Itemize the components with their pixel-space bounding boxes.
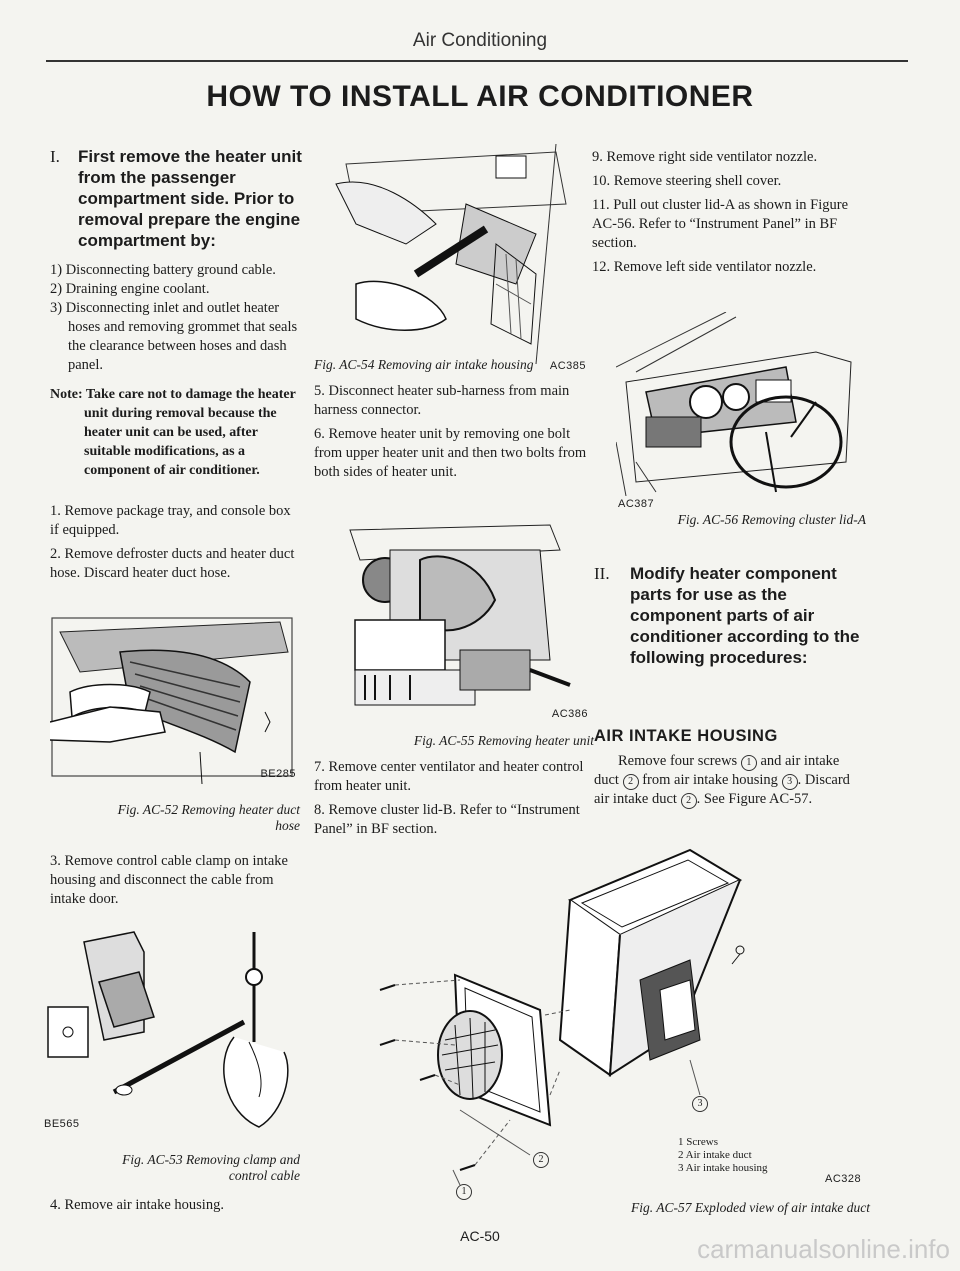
callout-1: 1 [456, 1184, 472, 1200]
figure-ac-52 [50, 612, 300, 784]
figure-ac-55-caption: Fig. AC-55 Removing heater unit [413, 733, 594, 748]
air-intake-housing-illustration [316, 144, 588, 364]
legend-item: 3 Air intake housing [678, 1162, 768, 1174]
figure-ac-54-caption: Fig. AC-54 Removing air intake housing [314, 357, 534, 372]
step-1: 1. Remove package tray, and console box if equipped. [50, 503, 291, 538]
running-header: Air Conditioning [412, 30, 548, 51]
figure-code: AC387 [618, 498, 655, 510]
figure-ac-56 [616, 312, 856, 514]
figure-code: BE565 [44, 1118, 80, 1130]
page-number: AC-50 [460, 1228, 500, 1244]
section-1-heading [50, 146, 302, 251]
legend-item: 1 Screws [678, 1136, 719, 1148]
callout-marker: 2 [681, 793, 697, 809]
figure-ac-55 [330, 520, 590, 724]
cluster-lid-illustration [616, 312, 856, 496]
caption-line: Fig. AC-53 Removing clamp and [122, 1152, 300, 1167]
step-6: 6. Remove heater unit by removing one bolt from upper heater unit and then two bolts from both sides of heater unit. [314, 426, 587, 480]
caption-line: Fig. AC-52 Removing heater duct [117, 802, 300, 817]
prep-item: 1) Disconnecting battery ground cable. [50, 262, 276, 278]
figure-ac-53-caption [90, 1152, 300, 1184]
callout-3: 3 [692, 1096, 708, 1112]
air-intake-text: and air intake duct [594, 753, 840, 788]
section-1-heading-text: First remove the heater unit from the passenger compartment side. Prior to removal prepare the engine compartment by: [78, 147, 302, 250]
figure-ac-54 [316, 144, 588, 376]
figure-ac-53 [44, 922, 312, 1132]
figure-ac-57-legend [678, 1136, 768, 1175]
middle-column-lower [314, 758, 588, 844]
section-2-block [594, 563, 870, 668]
section-2-heading-text: Modify heater component parts for use as the component parts of air conditioner according to the following procedures: [630, 564, 860, 667]
air-intake-text: . Discard air intake duct [594, 772, 850, 807]
right-column-upper [592, 148, 868, 282]
air-intake-text: Remove four screws [618, 753, 738, 769]
legend-item: 2 Air intake duct [678, 1149, 752, 1161]
step-2: 2. Remove defroster ducts and heater duct hose. Discard heater duct hose. [50, 546, 295, 581]
air-intake-text: . See Figure AC-57. [696, 791, 813, 807]
figure-code: AC328 [825, 1173, 862, 1185]
caption-line: hose [275, 818, 300, 833]
section-1-numeral: I. [50, 147, 60, 166]
figure-ac-57 [360, 840, 880, 1200]
figure-code: AC385 [549, 360, 586, 372]
callout-marker: 1 [741, 755, 757, 771]
step-7: 7. Remove center ventilator and heater control from heater unit. [314, 759, 584, 794]
caption-line: control cable [228, 1168, 300, 1183]
step-8: 8. Remove cluster lid-B. Refer to “Instrument Panel” in BF section. [314, 802, 580, 837]
figure-code: BE285 [260, 768, 296, 780]
step-5: 5. Disconnect heater sub-harness from main harness connector. [314, 383, 570, 418]
heater-duct-illustration [50, 612, 300, 784]
page-title: HOW TO INSTALL AIR CONDITIONER [206, 80, 754, 113]
figure-ac-56-caption: Fig. AC-56 Removing cluster lid-A [677, 512, 866, 527]
step-4: 4. Remove air intake housing. [50, 1197, 224, 1213]
air-intake-housing-heading: AIR INTAKE HOUSING [594, 727, 778, 745]
figure-ac-52-caption [90, 802, 300, 834]
step-12: 12. Remove left side ventilator nozzle. [592, 259, 817, 275]
callout-marker: 2 [623, 774, 639, 790]
section-2-numeral: II. [594, 564, 610, 583]
watermark: carmanualsonline.info [697, 1234, 950, 1264]
left-column [50, 146, 302, 588]
prep-item: 2) Draining engine coolant. [50, 281, 210, 297]
heater-unit-illustration [330, 520, 590, 710]
step-4-block [50, 1196, 302, 1220]
step-9: 9. Remove right side ventilator nozzle. [592, 149, 818, 165]
step-10: 10. Remove steering shell cover. [592, 173, 782, 189]
prep-list [50, 261, 302, 375]
callout-2: 2 [533, 1152, 549, 1168]
prep-item: 3) Disconnecting inlet and outlet heater hoses and removing grommet that seals the clearance between hoses and dash panel. [50, 300, 298, 373]
exploded-view-illustration [360, 840, 880, 1200]
left-column-lower [50, 852, 302, 914]
step-3: 3. Remove control cable clamp on intake housing and disconnect the cable from intake door. [50, 853, 288, 907]
middle-column-upper [314, 382, 588, 487]
callout-marker: 3 [782, 774, 798, 790]
figure-ac-57-caption: Fig. AC-57 Exploded view of air intake duct [631, 1200, 870, 1215]
step-11: 11. Pull out cluster lid-A as shown in Figure AC-56. Refer to “Instrument Panel” in BF section. [592, 197, 849, 251]
section-2-heading [594, 563, 870, 668]
air-intake-text: from air intake housing [642, 772, 778, 788]
figure-code: AC386 [551, 708, 588, 720]
header-rule [46, 60, 908, 62]
air-intake-paragraph [594, 752, 866, 809]
control-cable-illustration [44, 922, 312, 1132]
note: Note: Take care not to damage the heater unit during removal because the heater unit can be used, after suitable modifications, as a component of air conditioner. [50, 387, 296, 478]
